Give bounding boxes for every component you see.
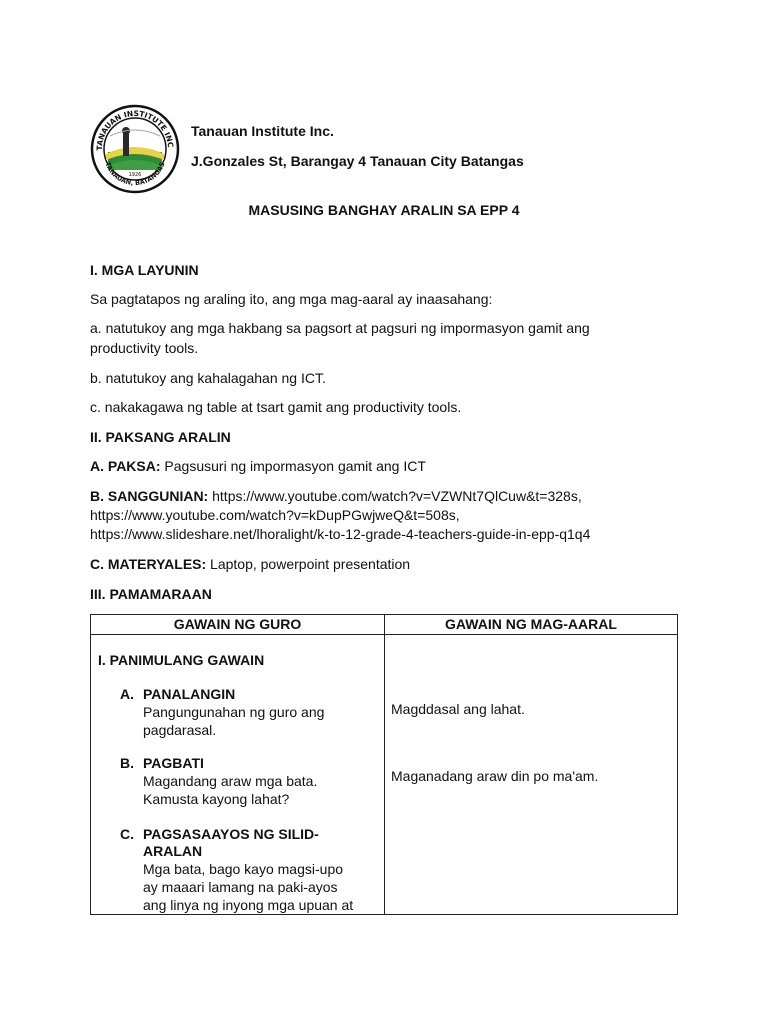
reference-link-1[interactable]: https://www.youtube.com/watch?v=VZWNt7QlCuw&t=328s, bbox=[212, 488, 582, 504]
objective-a: a. natutukoy ang mga hakbang sa pagsort at pagsuri ng impormasyon gamit ang productivity tools. bbox=[90, 320, 590, 356]
section-procedure-heading: III. PAMAMARAAN bbox=[90, 586, 212, 602]
school-seal-logo bbox=[90, 104, 180, 194]
item-a-letter: A. bbox=[120, 686, 134, 702]
paksa-label: A. PAKSA: bbox=[90, 458, 161, 474]
item-a-title: PANALANGIN bbox=[143, 686, 236, 702]
item-c-title-line-1: PAGSASAAYOS NG SILID- bbox=[143, 826, 319, 842]
logo-top-text: TANAUAN INSTITUTE INC bbox=[94, 108, 176, 151]
item-a-student: Magddasal ang lahat. bbox=[391, 701, 525, 717]
materyales-label: C. MATERYALES: bbox=[90, 556, 207, 572]
section-subject-heading: II. PAKSANG ARALIN bbox=[90, 429, 231, 445]
part-heading: I. PANIMULANG GAWAIN bbox=[98, 652, 265, 668]
school-address: J.Gonzales St, Barangay 4 Tanauan City Batangas bbox=[191, 153, 524, 169]
section-objectives-heading: I. MGA LAYUNIN bbox=[90, 262, 199, 278]
item-a-teacher-line-2: pagdarasal. bbox=[143, 722, 217, 738]
reference-link-3[interactable]: https://www.slideshare.net/lhoralight/k-to-12-grade-4-teachers-guide-in-epp-q1q4 bbox=[90, 526, 591, 542]
school-name: Tanauan Institute Inc. bbox=[191, 123, 334, 139]
item-b-teacher-line-2: Kamusta kayong lahat? bbox=[143, 791, 290, 807]
materyales-line bbox=[90, 554, 690, 574]
item-b-title: PAGBATI bbox=[143, 755, 204, 771]
objectives-intro: Sa pagtatapos ng araling ito, ang mga mag-aaral ay inaasahang: bbox=[90, 291, 493, 307]
item-a-teacher-line-1: Pangungunahan ng guro ang bbox=[143, 704, 325, 720]
item-c-teacher-line-3: ang linya ng inyong mga upuan at bbox=[143, 897, 354, 913]
objective-b: b. natutukoy ang kahalagahan ng ICT. bbox=[90, 370, 326, 386]
document-title: MASUSING BANGHAY ARALIN SA EPP 4 bbox=[248, 202, 520, 218]
logo-bottom-text: TANAUAN, BATANGAS bbox=[103, 161, 167, 188]
col-student-header: GAWAIN NG MAG-AARAL bbox=[445, 616, 617, 632]
sanggunian-line-1 bbox=[90, 486, 690, 506]
sanggunian-label: B. SANGGUNIAN: bbox=[90, 488, 209, 504]
item-c-teacher-line-2: ay maaari lamang na paki-ayos bbox=[143, 879, 338, 895]
item-c-letter: C. bbox=[120, 826, 134, 842]
item-c-title-line-2: ARALAN bbox=[143, 843, 203, 859]
col-teacher-header: GAWAIN NG GURO bbox=[173, 616, 302, 632]
item-b-teacher-line-1: Magandang araw mga bata. bbox=[143, 773, 318, 789]
item-b-student: Maganadang araw din po ma'am. bbox=[391, 768, 599, 784]
column-divider bbox=[384, 615, 385, 914]
logo-year: 1926 bbox=[128, 172, 142, 178]
paksa-value: Pagsusuri ng impormasyon gamit ang ICT bbox=[164, 458, 426, 474]
paksa-line bbox=[90, 456, 690, 476]
objective-c: c. nakakagawa ng table at tsart gamit ang productivity tools. bbox=[90, 399, 462, 415]
item-c-teacher-line-1: Mga bata, bago kayo magsi-upo bbox=[143, 861, 344, 877]
item-b-letter: B. bbox=[120, 755, 134, 771]
materyales-value: Laptop, powerpoint presentation bbox=[210, 556, 411, 572]
reference-link-2[interactable]: https://www.youtube.com/watch?v=kDupPGwjweQ&t=508s, bbox=[90, 507, 460, 523]
procedure-table bbox=[90, 614, 678, 915]
